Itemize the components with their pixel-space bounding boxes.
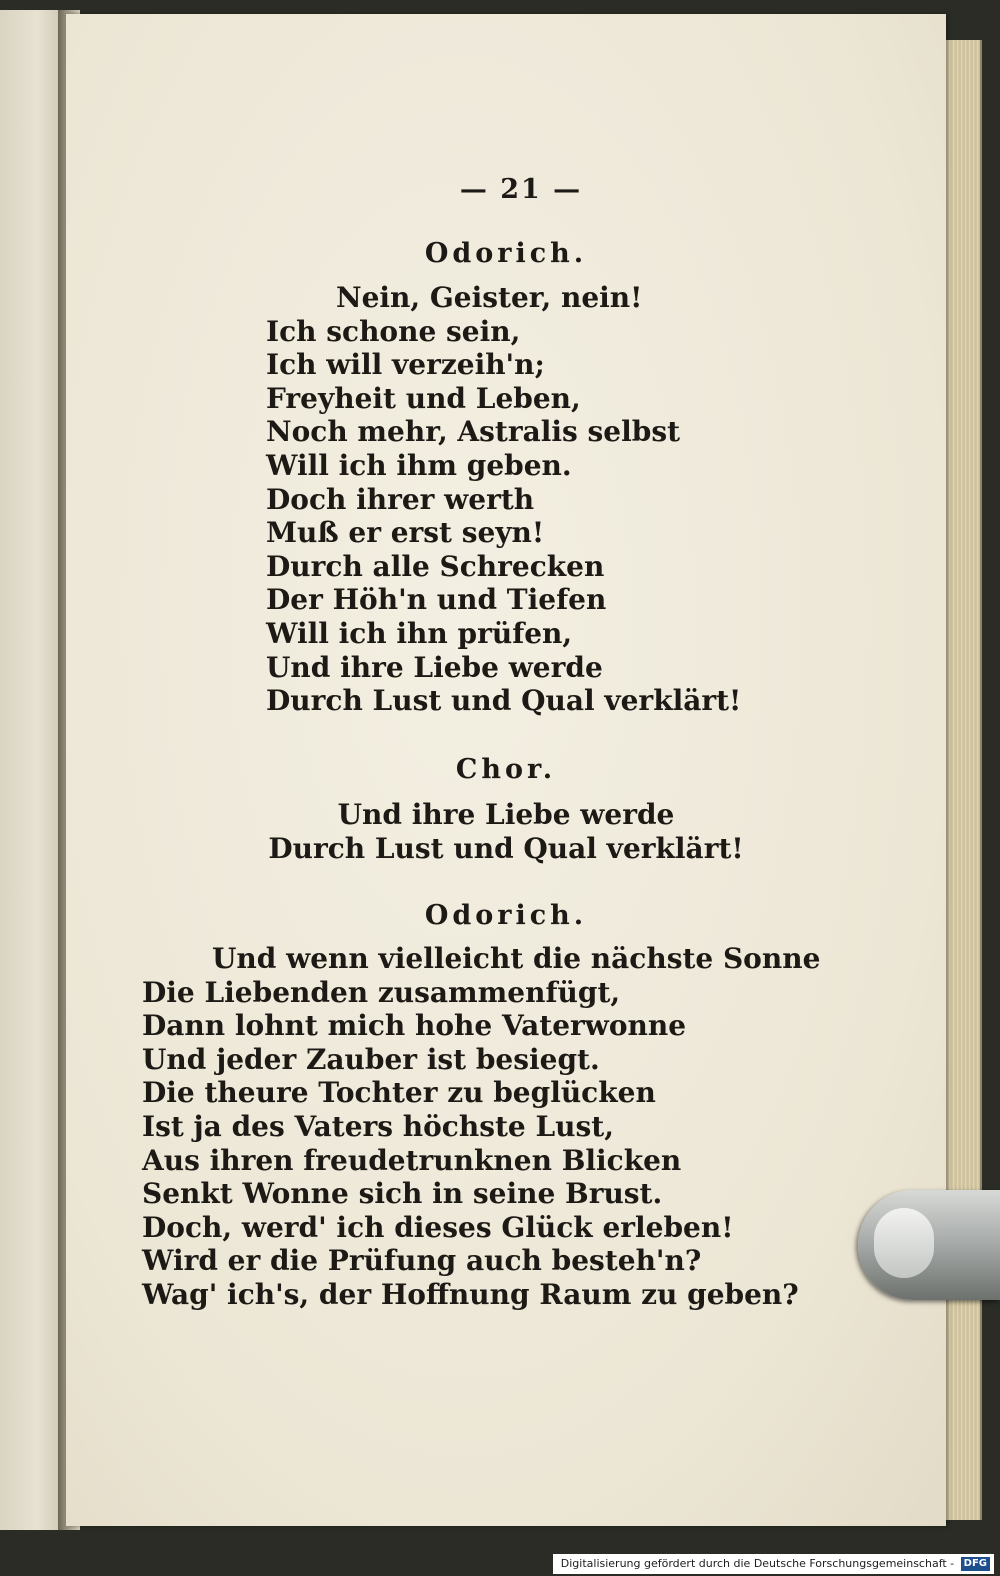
- chorus-block: [66, 798, 946, 865]
- verse-line: Ich will verzeih'n;: [266, 348, 545, 382]
- verse-line: Und ihre Liebe werde: [266, 650, 603, 684]
- dfg-logo: DFG: [961, 1557, 990, 1571]
- verse-line: Will ich ihn prüfen,: [266, 616, 573, 650]
- credit-text: Digitalisierung gefördert durch die Deutsche Forschungsgemeinschaft -: [560, 1557, 955, 1570]
- verse-line: Freyheit und Leben,: [266, 381, 581, 415]
- verse-line: Doch ihrer werth: [266, 482, 535, 516]
- verse-line: Doch, werd' ich dieses Glück erleben!: [142, 1210, 734, 1244]
- adjacent-page: [0, 10, 62, 1530]
- page-clip: [858, 1190, 1000, 1300]
- verse-line: Will ich ihm geben.: [266, 448, 572, 482]
- verse-line: Die Liebenden zusammenfügt,: [142, 975, 621, 1009]
- book-page: [66, 14, 946, 1526]
- verse-line: Wag' ich's, der Hoffnung Raum zu geben?: [142, 1277, 799, 1311]
- verse-line: Die theure Tochter zu beglücken: [142, 1076, 656, 1110]
- verse-line: Ist ja des Vaters höchste Lust,: [142, 1109, 614, 1143]
- verse-line: Ich schone sein,: [266, 314, 521, 348]
- verse-line: Dann lohnt mich hohe Vaterwonne: [142, 1009, 687, 1043]
- digitization-credit: [553, 1554, 994, 1574]
- verse-line: Muß er erst seyn!: [266, 516, 545, 550]
- verse-line: Noch mehr, Astralis selbst: [266, 415, 681, 449]
- verse-line: Nein, Geister, nein!: [336, 281, 643, 314]
- verse-line: Aus ihren freudetrunknen Blicken: [142, 1143, 682, 1177]
- page-number: — 21 —: [459, 174, 583, 205]
- speaker-name: Odorich.: [424, 900, 588, 931]
- verse-line: Und jeder Zauber ist besiegt.: [142, 1042, 600, 1076]
- page-content: [66, 14, 946, 1526]
- speaker-name: Odorich.: [424, 238, 588, 269]
- verse-line: Der Höh'n und Tiefen: [266, 583, 607, 617]
- verse-line: Durch Lust und Qual verklärt!: [268, 831, 744, 865]
- verse-line: Wird er die Prüfung auch besteh'n?: [142, 1244, 702, 1278]
- verse-line: Durch alle Schrecken: [266, 549, 605, 583]
- verse-block: [142, 942, 820, 1312]
- speaker-name: Chor.: [455, 754, 557, 785]
- verse-line: Und wenn vielleicht die nächste Sonne: [212, 942, 821, 975]
- verse-line: Durch Lust und Qual verklärt!: [266, 684, 742, 718]
- verse-block: [266, 281, 741, 718]
- verse-line: Und ihre Liebe werde: [337, 798, 675, 831]
- verse-line: Senkt Wonne sich in seine Brust.: [142, 1177, 663, 1211]
